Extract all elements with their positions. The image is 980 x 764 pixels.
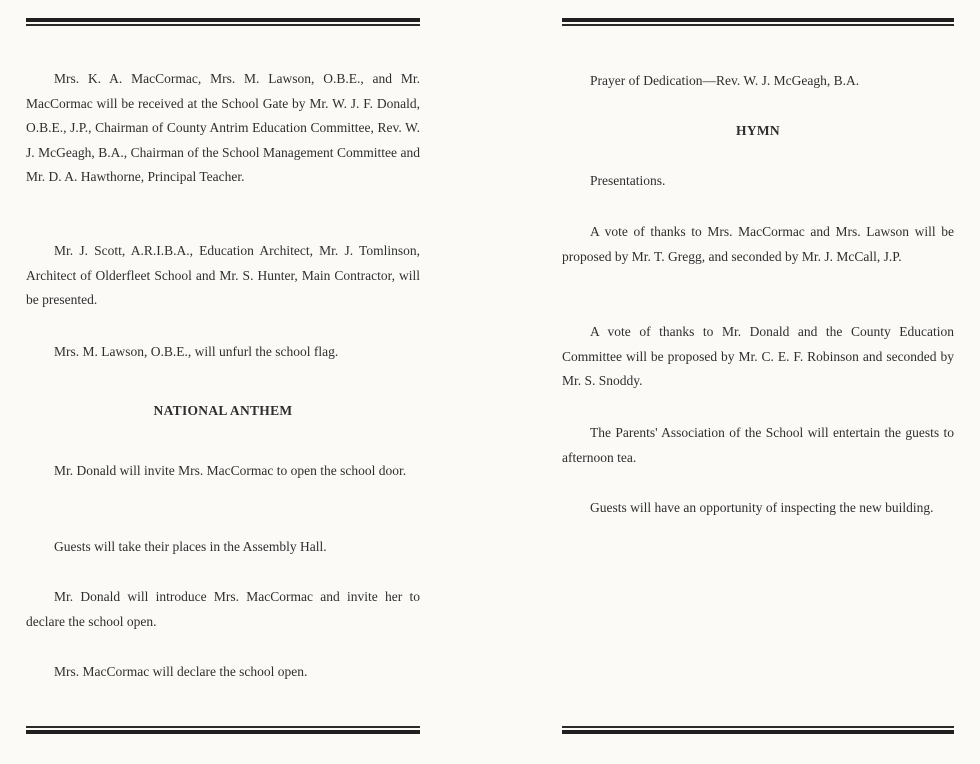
bottom-double-rule (562, 726, 954, 736)
bottom-double-rule (26, 726, 420, 736)
presentation-paragraph: Mr. J. Scott, A.R.I.B.A., Education Architect, Mr. J. Tomlinson, Architect of Olderfleet School and Mr. S. Hunter, Main Contractor, will be presented. (26, 243, 420, 307)
introduce-paragraph: Mr. Donald will introduce Mrs. MacCormac and invite her to declare the school open. (26, 589, 420, 629)
top-double-rule (562, 18, 954, 28)
top-double-rule (26, 18, 420, 28)
right-page (562, 0, 954, 764)
vote-thanks-donald-paragraph: A vote of thanks to Mr. Donald and the County Education Committee will be proposed by Mr. C. E. F. Robinson and seconded by Mr. S. Snoddy. (562, 324, 954, 388)
prayer-paragraph: Prayer of Dedication—Rev. W. J. McGeagh, B.A. (590, 73, 860, 88)
national-anthem-heading: NATIONAL ANTHEM (153, 403, 293, 418)
flag-paragraph: Mrs. M. Lawson, O.B.E., will unfurl the school flag. (54, 344, 339, 359)
declare-paragraph: Mrs. MacCormac will declare the school open. (54, 664, 308, 679)
inspecting-paragraph: Guests will have an opportunity of inspecting the new building. (590, 500, 934, 515)
door-paragraph: Mr. Donald will invite Mrs. MacCormac to open the school door. (54, 463, 407, 478)
reception-paragraph: Mrs. K. A. MacCormac, Mrs. M. Lawson, O.B.E., and Mr. MacCormac will be received at the School Gate by Mr. W. J. F. Donald, O.B.E., J.P., Chairman of County Antrim Education Committee, Rev. W. J. McGeagh, B.A., Chairman of the School Management Committee and Mr. D. A. Hawthorne, Principal Teacher. (26, 71, 420, 184)
vote-thanks-maccormac-paragraph: A vote of thanks to Mrs. MacCormac and Mrs. Lawson will be proposed by Mr. T. Gregg, and seconded by Mr. J. McCall, J.P. (562, 224, 954, 264)
presentations-paragraph: Presentations. (590, 173, 666, 188)
hymn-heading: HYMN (736, 123, 780, 138)
afternoon-tea-paragraph: The Parents' Association of the School will entertain the guests to afternoon tea. (562, 425, 954, 465)
left-page (26, 0, 420, 764)
assembly-hall-paragraph: Guests will take their places in the Assembly Hall. (54, 539, 327, 554)
